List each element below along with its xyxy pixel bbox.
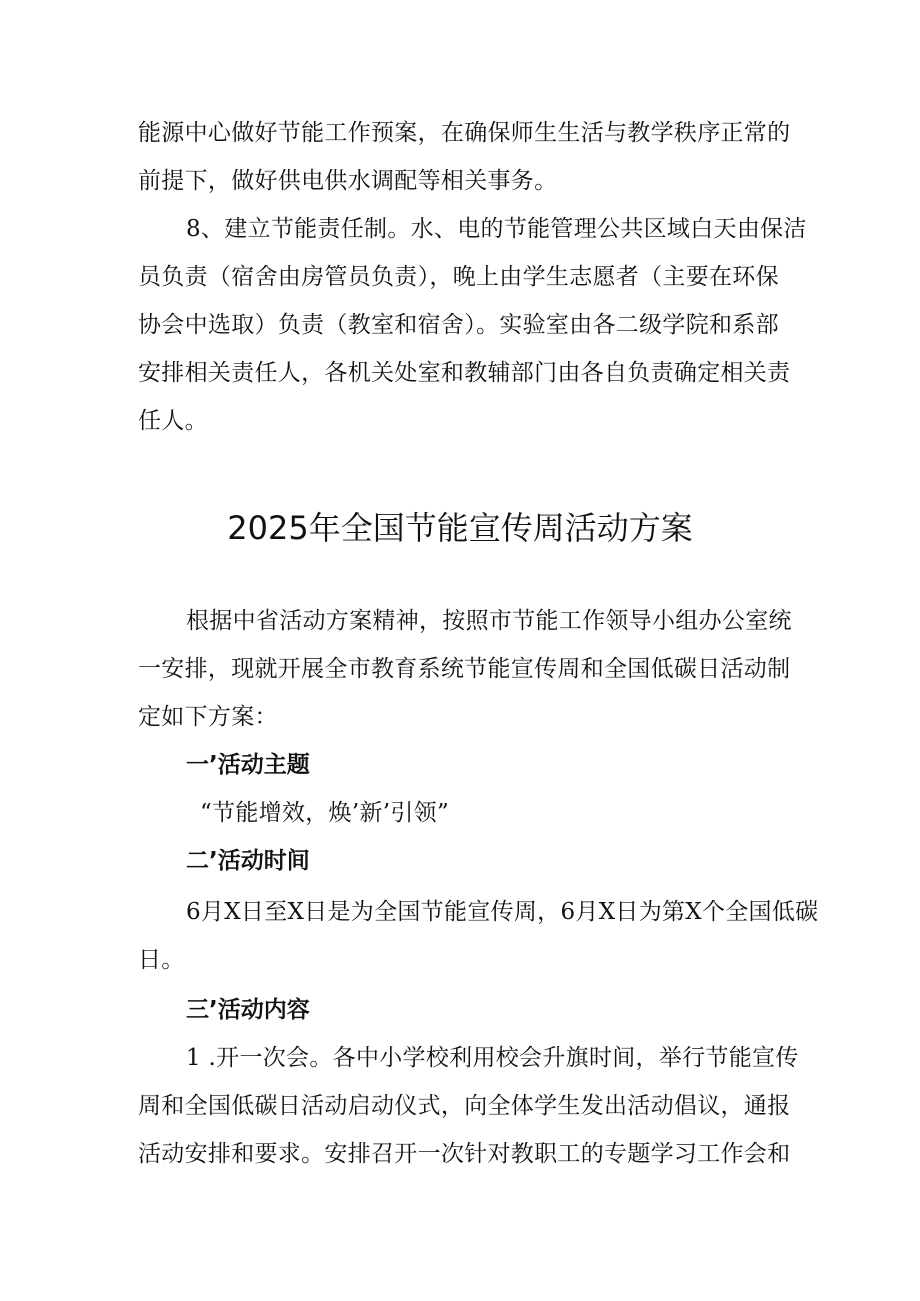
theme-quote: “节能增效，焕’新’引领”: [200, 800, 450, 826]
paragraph-line: 能源中心做好节能工作预案，在确保师生生活与教学秩序正常的: [138, 120, 791, 146]
paragraph-line: 协会中选取）负责（教室和宿舍）。实验室由各二级学院和系部: [138, 312, 779, 338]
paragraph-line: 日。: [138, 947, 185, 973]
paragraph-line: 活动安排和要求。安排召开一次针对教职工的专题学习工作会和: [138, 1141, 791, 1167]
paragraph-line: 任人。: [138, 408, 208, 434]
document-title: 2025年全国节能宣传周活动方案: [227, 509, 693, 547]
paragraph-line: 安排相关责任人，各机关处室和教辅部门由各自负责确定相关责: [138, 360, 791, 386]
paragraph-line: 6月X日至X日是为全国节能宣传周，6月X日为第X个全国低碳: [186, 899, 819, 925]
paragraph-line: 周和全国低碳日活动启动仪式，向全体学生发出活动倡议，通报: [138, 1093, 791, 1119]
paragraph-line: 员负责（宿舍由房管员负责），晚上由学生志愿者（主要在环保: [138, 264, 779, 290]
paragraph-line: 8、建立节能责任制。水、电的节能管理公共区域白天由保洁: [186, 216, 807, 242]
paragraph-line: 根据中省活动方案精神，按照市节能工作领导小组办公室统: [186, 608, 792, 634]
section-heading-content: 三’活动内容: [186, 997, 310, 1023]
section-heading-theme: 一’活动主题: [186, 752, 310, 778]
paragraph-line: 1 .开一次会。各中小学校利用校会升旗时间，举行节能宣传: [186, 1045, 799, 1071]
paragraph-line: 定如下方案：: [138, 704, 278, 730]
paragraph-line: 一安排，现就开展全市教育系统节能宣传周和全国低碳日活动制: [138, 656, 791, 682]
paragraph-line: 前提下，做好供电供水调配等相关事务。: [138, 168, 558, 194]
section-heading-time: 二’活动时间: [186, 848, 310, 874]
